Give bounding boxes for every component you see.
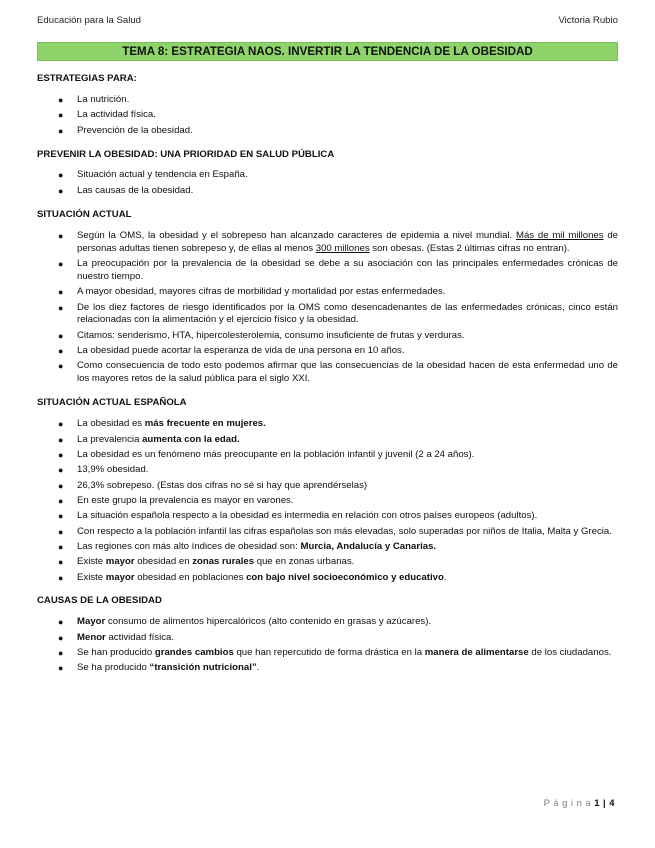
bullet-icon: ● bbox=[58, 617, 64, 628]
footer-page-total: 4 bbox=[609, 797, 615, 808]
list-item: ● Las causas de la obesidad. bbox=[58, 184, 194, 196]
bullet-icon: ● bbox=[58, 495, 64, 506]
bullet-icon: ● bbox=[58, 287, 64, 298]
bullet-icon: ● bbox=[58, 302, 64, 313]
bullet-icon: ● bbox=[58, 541, 64, 552]
bullet-icon: ● bbox=[58, 449, 64, 460]
list-item: ● Existe mayor obesidad en poblaciones con bajo nivel socioeconómico y educativo. bbox=[58, 571, 447, 583]
list-item: ● Con respecto a la población infantil las cifras españolas son más elevadas, solo superadas por niños de Italia, Malta y Grecia. bbox=[58, 525, 612, 537]
list-item: ● La preocupación por la prevalencia de la obesidad se debe a su asociación con las principales enfermedades crónicas de nuestro tiempo. bbox=[58, 257, 618, 282]
list-item: ● La nutrición. bbox=[58, 93, 130, 105]
list-item: ● En este grupo la prevalencia es mayor en varones. bbox=[58, 494, 294, 506]
page-title: TEMA 8: ESTRATEGIA NAOS. INVERTIR LA TENDENCIA DE LA OBESIDAD bbox=[37, 42, 618, 61]
list-item: ● La prevalencia aumenta con la edad. bbox=[58, 433, 240, 445]
footer-page-label: P á g i n a bbox=[543, 797, 592, 808]
bullet-icon: ● bbox=[58, 557, 64, 568]
bullet-icon: ● bbox=[58, 632, 64, 643]
bullet-icon: ● bbox=[58, 94, 64, 105]
bullet-icon: ● bbox=[58, 480, 64, 491]
section-heading-situacion: SITUACIÓN ACTUAL bbox=[37, 208, 132, 220]
bullet-icon: ● bbox=[58, 330, 64, 341]
section-heading-prevenir: PREVENIR LA OBESIDAD: UNA PRIORIDAD EN SALUD PÚBLICA bbox=[37, 148, 335, 160]
list-item: ● De los diez factores de riesgo identificados por la OMS como desencadenantes de las enfermedades crónicas, cinco están relacionadas con la alimentación y el ejercicio físico y la obesidad. bbox=[58, 301, 618, 326]
list-item: ● La obesidad puede acortar la esperanza de vida de una persona en 10 años. bbox=[58, 345, 405, 357]
bullet-icon: ● bbox=[58, 258, 64, 269]
bullet-icon: ● bbox=[58, 230, 64, 241]
bullet-icon: ● bbox=[58, 170, 64, 181]
list-item: ● 26,3% sobrepeso. (Estas dos cifras no sé si hay que aprendérselas) bbox=[58, 479, 368, 491]
list-estrategias bbox=[37, 94, 618, 138]
header-author: Victoria Rubio bbox=[558, 15, 618, 26]
bullet-icon: ● bbox=[58, 419, 64, 430]
section-heading-espanola: SITUACIÓN ACTUAL ESPAÑOLA bbox=[37, 397, 187, 409]
bullet-icon: ● bbox=[58, 346, 64, 357]
bullet-icon: ● bbox=[58, 663, 64, 674]
list-item: ● Las regiones con más alto índices de obesidad son: Murcia, Andalucía y Canarias. bbox=[58, 540, 437, 552]
list-item: ● Citamos: senderismo, HTA, hipercolesterolemia, consumo insuficiente de frutas y verduras. bbox=[58, 329, 465, 341]
list-item: ● Existe mayor obesidad en zonas rurales que en zonas urbanas. bbox=[58, 556, 355, 568]
section-heading-causas: CAUSAS DE LA OBESIDAD bbox=[37, 595, 162, 607]
bullet-icon: ● bbox=[58, 465, 64, 476]
list-item: ● 13,9% obesidad. bbox=[58, 464, 149, 476]
list-espanola bbox=[37, 418, 618, 584]
footer-separator: | bbox=[603, 797, 607, 808]
bullet-icon: ● bbox=[58, 185, 64, 196]
list-item: ● La actividad física. bbox=[58, 109, 156, 121]
list-item: ● Situación actual y tendencia en España. bbox=[58, 169, 248, 181]
bullet-icon: ● bbox=[58, 125, 64, 136]
list-item: ● La obesidad es más frecuente en mujeres. bbox=[58, 418, 266, 430]
list-item: ● Mayor consumo de alimentos hipercalóricos (alto contenido en grasas y azúcares). bbox=[58, 616, 432, 628]
bullet-icon: ● bbox=[58, 361, 64, 372]
document-body bbox=[37, 73, 618, 686]
list-causas bbox=[37, 616, 618, 675]
list-item: ● Se ha producido “transición nutricional”. bbox=[58, 662, 260, 674]
list-item: ● Se han producido grandes cambios que han repercutido de forma drástica en la manera de alimentarse de los ciudadanos. bbox=[58, 647, 612, 659]
bullet-icon: ● bbox=[58, 511, 64, 522]
list-item: ● La obesidad es un fenómeno más preocupante en la población infantil y juvenil (2 a 24 años). bbox=[58, 448, 475, 460]
list-item: ● La situación española respecto a la obesidad es intermedia en relación con otros países europeos (adultos). bbox=[58, 510, 538, 522]
list-item: ● Según la OMS, la obesidad y el sobrepeso han alcanzado caracteres de epidemia a nivel mundial. Más de mil millones de personas adultas tienen sobrepeso y, de ellas al menos 300 millones son obesas. (Estas 2 últimas cifras no entran). bbox=[58, 229, 618, 254]
page-header bbox=[37, 15, 618, 28]
page-footer bbox=[544, 797, 615, 810]
list-prevenir bbox=[37, 169, 618, 197]
bullet-icon: ● bbox=[58, 572, 64, 583]
bullet-icon: ● bbox=[58, 110, 64, 121]
list-item: ● A mayor obesidad, mayores cifras de morbilidad y mortalidad por estas enfermedades. bbox=[58, 286, 446, 298]
bullet-icon: ● bbox=[58, 526, 64, 537]
header-course: Educación para la Salud bbox=[37, 15, 142, 26]
list-item: ● Menor actividad física. bbox=[58, 631, 175, 643]
list-situacion bbox=[37, 230, 618, 387]
section-heading-estrategias: ESTRATEGIAS PARA: bbox=[37, 73, 137, 84]
footer-page-number: 1 bbox=[594, 797, 600, 808]
list-item: ● Prevención de la obesidad. bbox=[58, 124, 193, 136]
bullet-icon: ● bbox=[58, 434, 64, 445]
list-item: ● Como consecuencia de todo esto podemos afirmar que las consecuencias de la obesidad hacen de esta enfermedad uno de los mayores retos de la salud pública para el siglo XXI. bbox=[58, 360, 618, 385]
bullet-icon: ● bbox=[58, 648, 64, 659]
